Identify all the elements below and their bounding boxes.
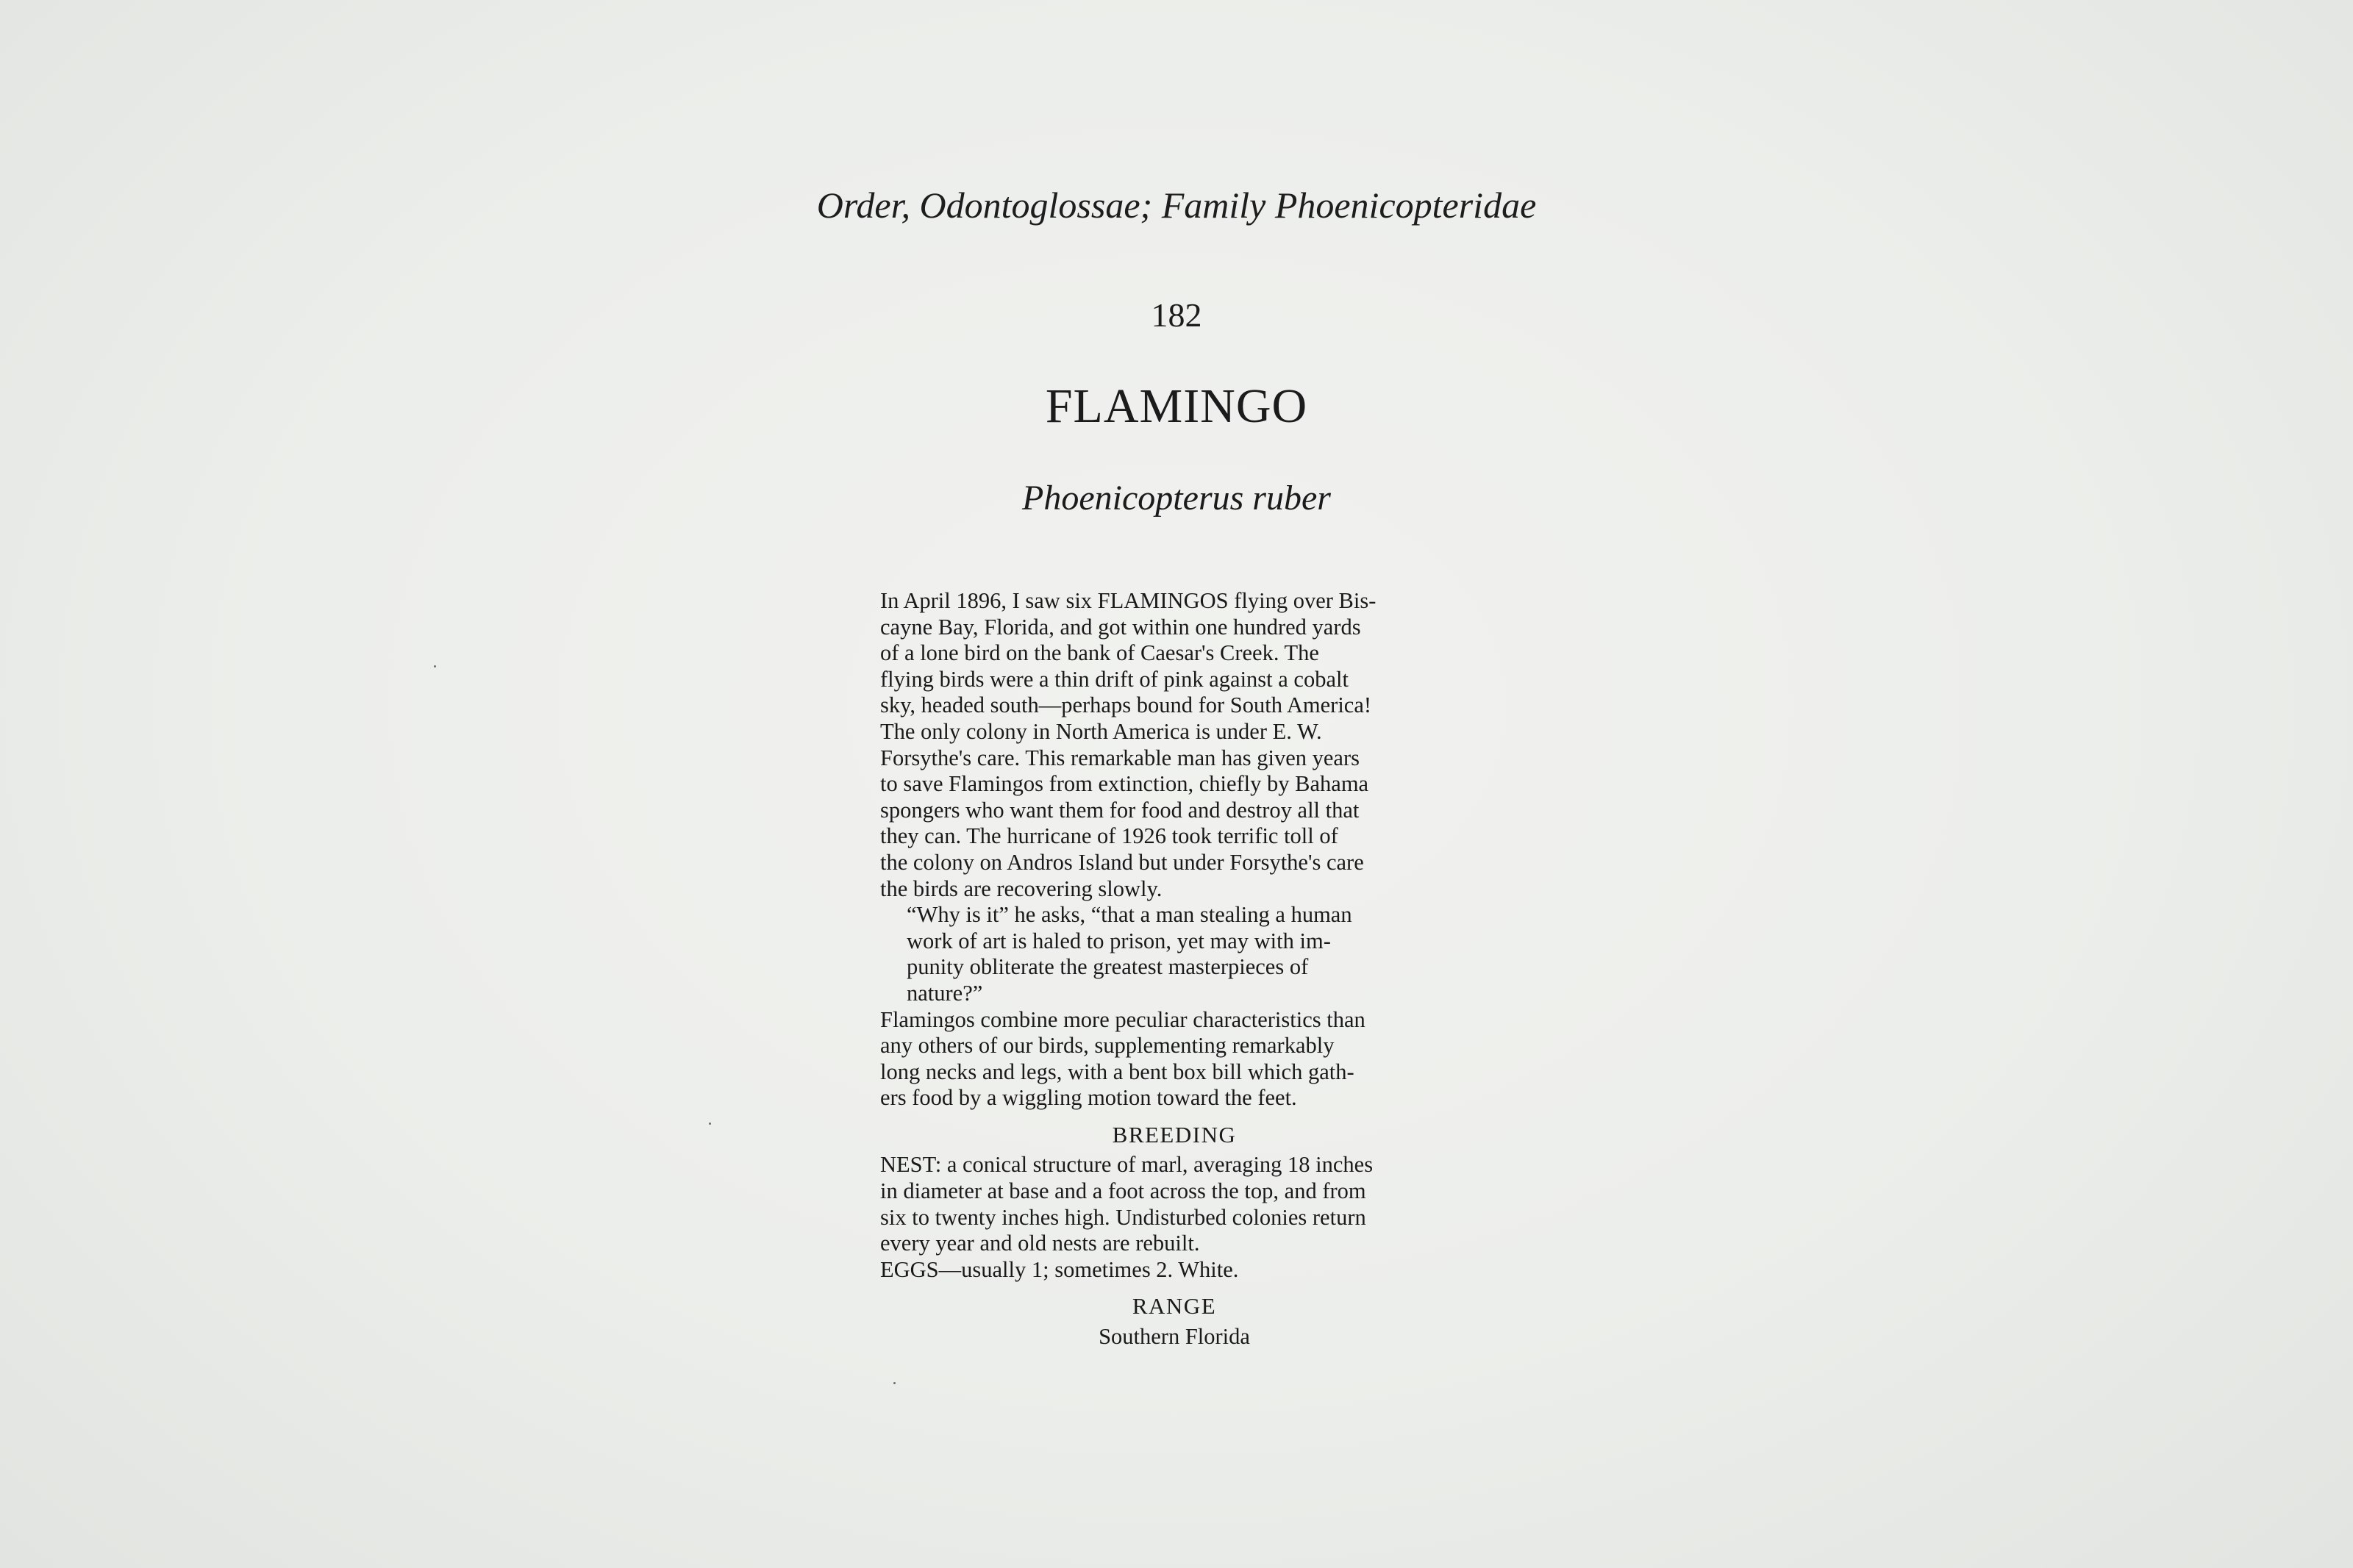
- quote-line: punity obliterate the greatest masterpieces of: [907, 954, 1309, 980]
- plate-number: 182: [1151, 296, 1202, 334]
- paper-speck: [434, 665, 436, 667]
- range-heading: RANGE: [1132, 1293, 1217, 1320]
- intro-line: of a lone bird on the bank of Caesar's Creek. The: [880, 640, 1319, 666]
- quote-line: “Why is it” he asks, “that a man stealing a human: [907, 902, 1352, 928]
- intro-line: spongers who want them for food and destroy all that: [880, 797, 1360, 823]
- characteristics-line: any others of our birds, supplementing remarkably: [880, 1033, 1335, 1059]
- nest-line: every year and old nests are rebuilt.: [880, 1231, 1200, 1256]
- paper-speck: [893, 1382, 896, 1384]
- quote-line: nature?”: [907, 980, 983, 1006]
- nest-line: NEST: a conical structure of marl, averaging 18 inches: [880, 1152, 1374, 1178]
- intro-line: In April 1896, I saw six FLAMINGOS flying over Bis-: [880, 588, 1377, 613]
- species-title: FLAMINGO: [1045, 379, 1308, 433]
- nest-line: six to twenty inches high. Undisturbed colonies return: [880, 1204, 1366, 1230]
- characteristics-line: ers food by a wiggling motion toward the feet.: [880, 1085, 1297, 1111]
- paper-speck: [709, 1123, 711, 1125]
- article-body: [880, 588, 1468, 1350]
- intro-line: cayne Bay, Florida, and got within one hundred yards: [880, 614, 1361, 640]
- intro-line: they can. The hurricane of 1926 took terrific toll of: [880, 823, 1338, 849]
- taxonomy-order-line: Order, Odontoglossae; Family Phoenicopteridae: [816, 185, 1537, 226]
- intro-line: Forsythe's care. This remarkable man has given years: [880, 745, 1360, 770]
- intro-line: the birds are recovering slowly.: [880, 876, 1163, 901]
- quote-line: work of art is haled to prison, yet may with im-: [907, 928, 1331, 953]
- eggs-line: EGGS—usually 1; sometimes 2. White.: [880, 1256, 1239, 1282]
- intro-line: sky, headed south—perhaps bound for South America!: [880, 692, 1372, 718]
- intro-line: the colony on Andros Island but under Forsythe's care: [880, 849, 1364, 875]
- nest-line: in diameter at base and a foot across the top, and from: [880, 1178, 1366, 1204]
- breeding-heading: BREEDING: [1112, 1121, 1237, 1148]
- intro-line: to save Flamingos from extinction, chiefly by Bahama: [880, 771, 1369, 797]
- range-value: Southern Florida: [1099, 1324, 1250, 1350]
- scientific-name: Phoenicopterus ruber: [1022, 479, 1331, 518]
- intro-line: The only colony in North America is under E. W.: [880, 718, 1322, 744]
- intro-line: flying birds were a thin drift of pink against a cobalt: [880, 666, 1349, 692]
- characteristics-line: Flamingos combine more peculiar characteristics than: [880, 1006, 1365, 1032]
- characteristics-line: long necks and legs, with a bent box bill which gath-: [880, 1059, 1354, 1084]
